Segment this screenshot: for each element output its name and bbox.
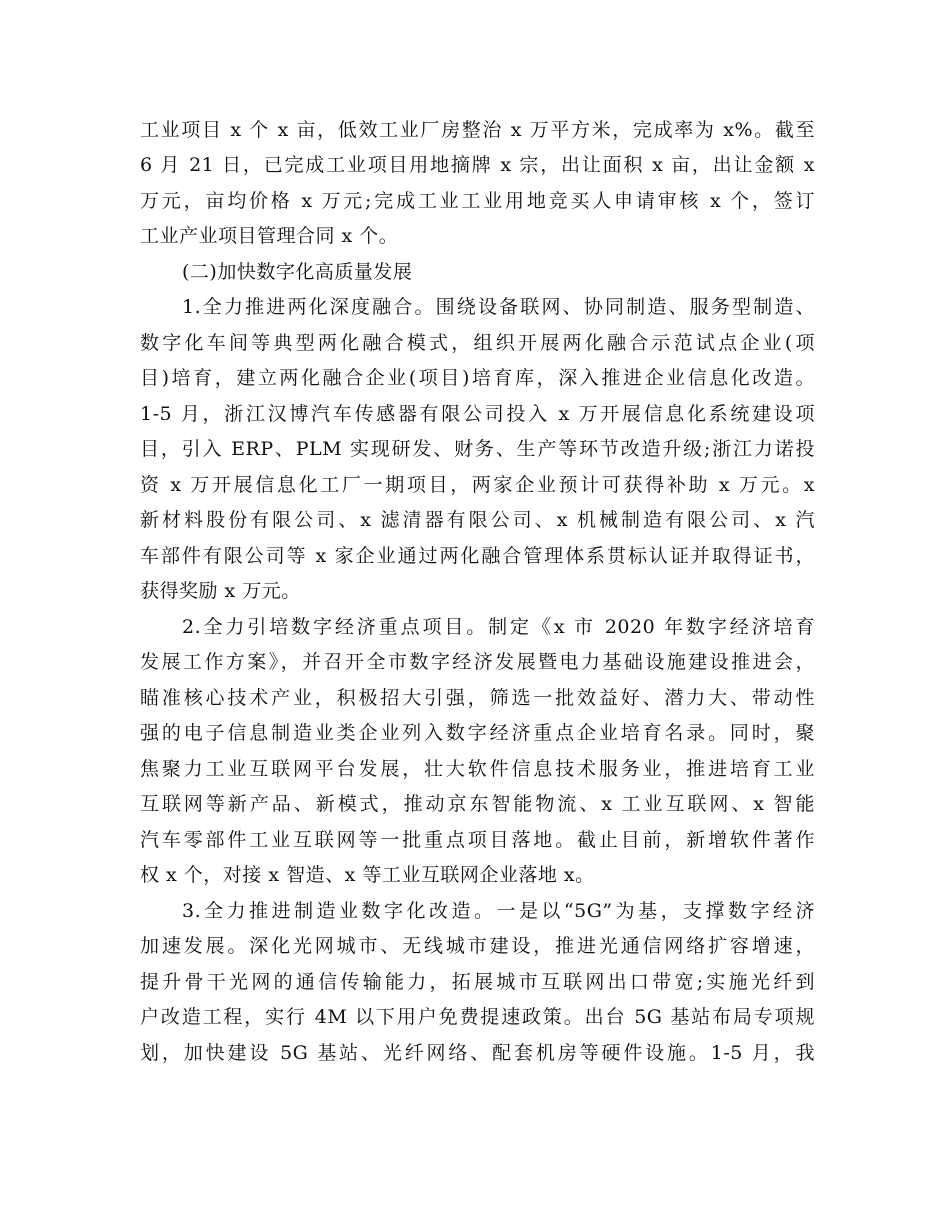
text-line: 加速发展。深化光网城市、无线城市建设，推进光通信网络扩容增速， — [140, 935, 815, 957]
paragraph-start: 1.全力推进两化深度融合。围绕设备联网、协同制造、服务型制造、 — [182, 296, 815, 318]
text-line: 目，引入 ERP、PLM 实现研发、财务、生产等环节改造升级;浙江力诺投 — [140, 438, 815, 460]
text-line: 瞄准核心技术产业，积极招大引强，筛选一批效益好、潜力大、带动性 — [140, 687, 815, 709]
text-line: 6 月 21 日，已完成工业项目用地摘牌 x 宗，出让面积 x 亩，出让金额 x — [140, 154, 815, 176]
text-line: 汽车零部件工业互联网等一批重点项目落地。截止目前，新增软件著作 — [140, 829, 815, 851]
section-heading: (二)加快数字化高质量发展 — [182, 261, 413, 283]
text-line: 户改造工程，实行 4M 以下用户免费提速政策。出台 5G 基站布局专项规 — [140, 1006, 815, 1028]
text-line: 互联网等新产品、新模式，推动京东智能物流、x 工业互联网、x 智能 — [140, 793, 815, 815]
text-line: 万元，亩均价格 x 万元;完成工业工业用地竞买人申请审核 x 个，签订 — [140, 190, 815, 212]
paragraph-start: 3.全力推进制造业数字化改造。一是以“5G”为基，支撑数字经济 — [182, 900, 815, 922]
text-line: 发展工作方案》，并召开全市数字经济发展暨电力基础设施建设推进会， — [140, 651, 815, 673]
text-line: 获得奖励 x 万元。 — [140, 580, 301, 602]
text-line: 目)培育，建立两化融合企业(项目)培育库，深入推进企业信息化改造。 — [140, 367, 815, 389]
text-line: 车部件有限公司等 x 家企业通过两化融合管理体系贯标认证并取得证书， — [140, 545, 815, 567]
text-line: 新材料股份有限公司、x 滤清器有限公司、x 机械制造有限公司、x 汽 — [140, 509, 815, 531]
paragraph-start: 2.全力引培数字经济重点项目。制定《x 市 2020 年数字经济培育 — [182, 616, 815, 638]
text-line: 强的电子信息制造业类企业列入数字经济重点企业培育名录。同时，聚 — [140, 722, 815, 744]
text-line: 权 x 个，对接 x 智造、x 等工业互联网企业落地 x。 — [140, 864, 595, 886]
text-line: 资 x 万开展信息化工厂一期项目，两家企业预计可获得补助 x 万元。x — [140, 474, 815, 496]
text-line: 工业产业项目管理合同 x 个。 — [140, 225, 399, 247]
text-line: 焦聚力工业互联网平台发展，壮大软件信息技术服务业，推进培育工业 — [140, 758, 815, 780]
text-line: 数字化车间等典型两化融合模式，组织开展两化融合示范试点企业(项 — [140, 332, 815, 354]
text-line: 提升骨干光网的通信传输能力，拓展城市互联网出口带宽;实施光纤到 — [140, 971, 815, 993]
text-line: 工业项目 x 个 x 亩，低效工业厂房整治 x 万平方米，完成率为 x%。截至 — [140, 119, 815, 141]
text-line: 1-5 月，浙江汉博汽车传感器有限公司投入 x 万开展信息化系统建设项 — [140, 403, 815, 425]
text-line: 划，加快建设 5G 基站、光纤网络、配套机房等硬件设施。1-5 月，我 — [140, 1042, 815, 1064]
